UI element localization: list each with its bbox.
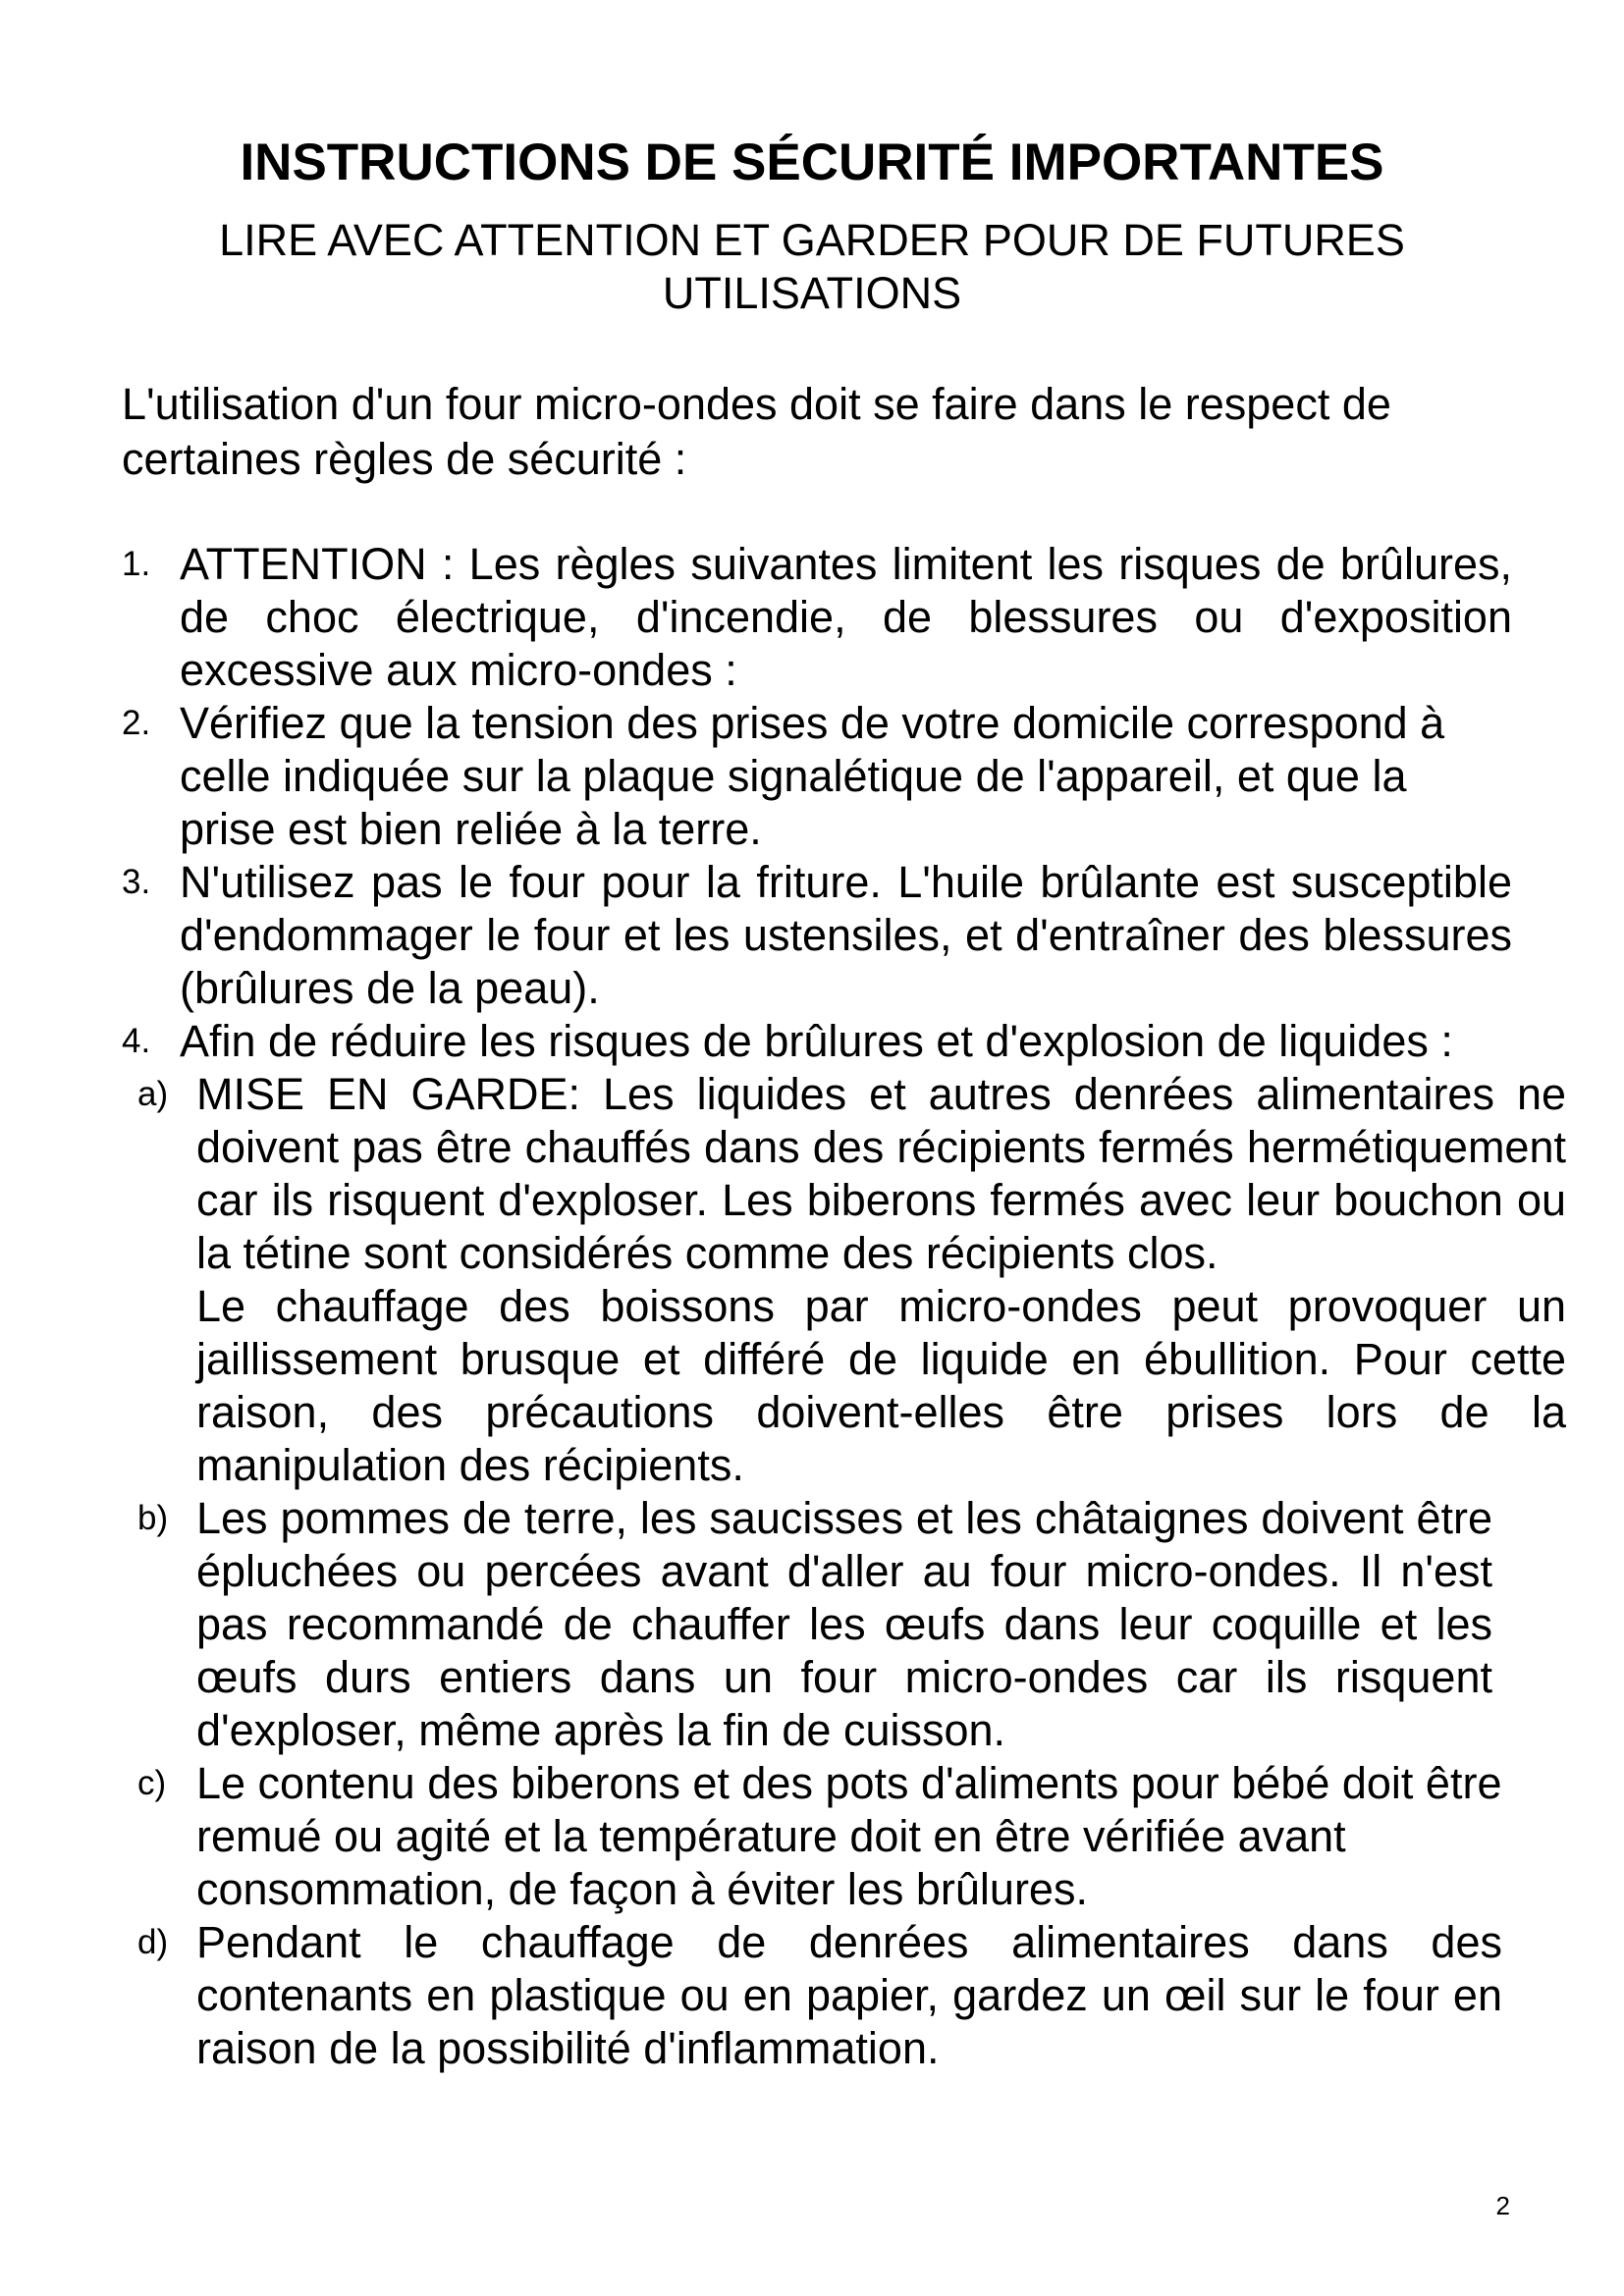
sub-list-item-text: MISE EN GARDE: Les liquides et autres denrées alimentaires ne doivent pas être chauffés dans des récipients fermés hermétiquement car ils risquent d'exploser. Les biberons fermés avec leur bouchon ou la tétine sont considérés comme des récipients clos. bbox=[196, 1069, 1566, 1278]
sub-list-marker: d) bbox=[137, 1923, 169, 1961]
safety-instructions-list bbox=[0, 538, 1624, 2075]
list-item bbox=[0, 856, 1512, 1015]
list-marker: 3. bbox=[122, 863, 151, 901]
list-item-text: Afin de réduire les risques de brûlures et d'explosion de liquides : bbox=[180, 1016, 1453, 1066]
list-marker: 1. bbox=[122, 545, 151, 583]
list-item bbox=[0, 1015, 1624, 1068]
sub-list-item-text: Le contenu des biberons et des pots d'aliments pour bébé doit être remué ou agité et la température doit en être vérifiée avant consommation, de façon à éviter les brûlures. bbox=[196, 1758, 1502, 1914]
list-marker: 4. bbox=[122, 1022, 151, 1060]
sub-list-item bbox=[0, 1068, 1566, 1492]
sub-list-item-text-continued: Le chauffage des boissons par micro-ondes peut provoquer un jaillissement brusque et différé de liquide en ébullition. Pour cette raison, des précautions doivent-elles être prises lors de la manipulation des récipients. bbox=[196, 1281, 1566, 1490]
page-subtitle: LIRE AVEC ATTENTION ET GARDER POUR DE FUTURES UTILISATIONS bbox=[219, 215, 1405, 318]
sub-list-marker: b) bbox=[137, 1499, 169, 1537]
page-number: 2 bbox=[1495, 2191, 1510, 2220]
list-item-text: Vérifiez que la tension des prises de votre domicile correspond à celle indiquée sur la plaque signalétique de l'appareil, et que la prise est bien reliée à la terre. bbox=[180, 698, 1445, 854]
list-item-text: ATTENTION : Les règles suivantes limitent les risques de brûlures, de choc électrique, d'incendie, de blessures ou d'exposition excessive aux micro-ondes : bbox=[180, 539, 1512, 695]
list-item bbox=[0, 697, 1512, 856]
sub-list-item-text: Pendant le chauffage de denrées alimentaires dans des contenants en plastique ou en papier, gardez un œil sur le four en raison de la possibilité d'inflammation. bbox=[196, 1917, 1502, 2073]
list-marker: 2. bbox=[122, 704, 151, 742]
sub-list-item bbox=[0, 1492, 1492, 1757]
list-item-text: N'utilisez pas le four pour la friture. L'huile brûlante est susceptible d'endommager le four et les ustensiles, et d'entraîner des blessures (brûlures de la peau). bbox=[180, 857, 1512, 1013]
list-item bbox=[0, 538, 1512, 697]
page-title: INSTRUCTIONS DE SÉCURITÉ IMPORTANTES bbox=[240, 133, 1384, 191]
intro-paragraph: L'utilisation d'un four micro-ondes doit se faire dans le respect de certaines règles de sécurité : bbox=[122, 379, 1391, 484]
sub-list-marker: a) bbox=[137, 1075, 169, 1113]
sub-list-item-text: Les pommes de terre, les saucisses et les châtaignes doivent être épluchées ou percées avant d'aller au four micro-ondes. Il n'est pas recommandé de chauffer les œufs dans leur coquille et les œufs durs entiers dans un four micro-ondes car ils risquent d'exploser, même après la fin de cuisson. bbox=[196, 1493, 1492, 1755]
sub-list-item bbox=[0, 1916, 1502, 2075]
sub-list-marker: c) bbox=[137, 1764, 167, 1802]
sub-list-item bbox=[0, 1757, 1566, 1916]
